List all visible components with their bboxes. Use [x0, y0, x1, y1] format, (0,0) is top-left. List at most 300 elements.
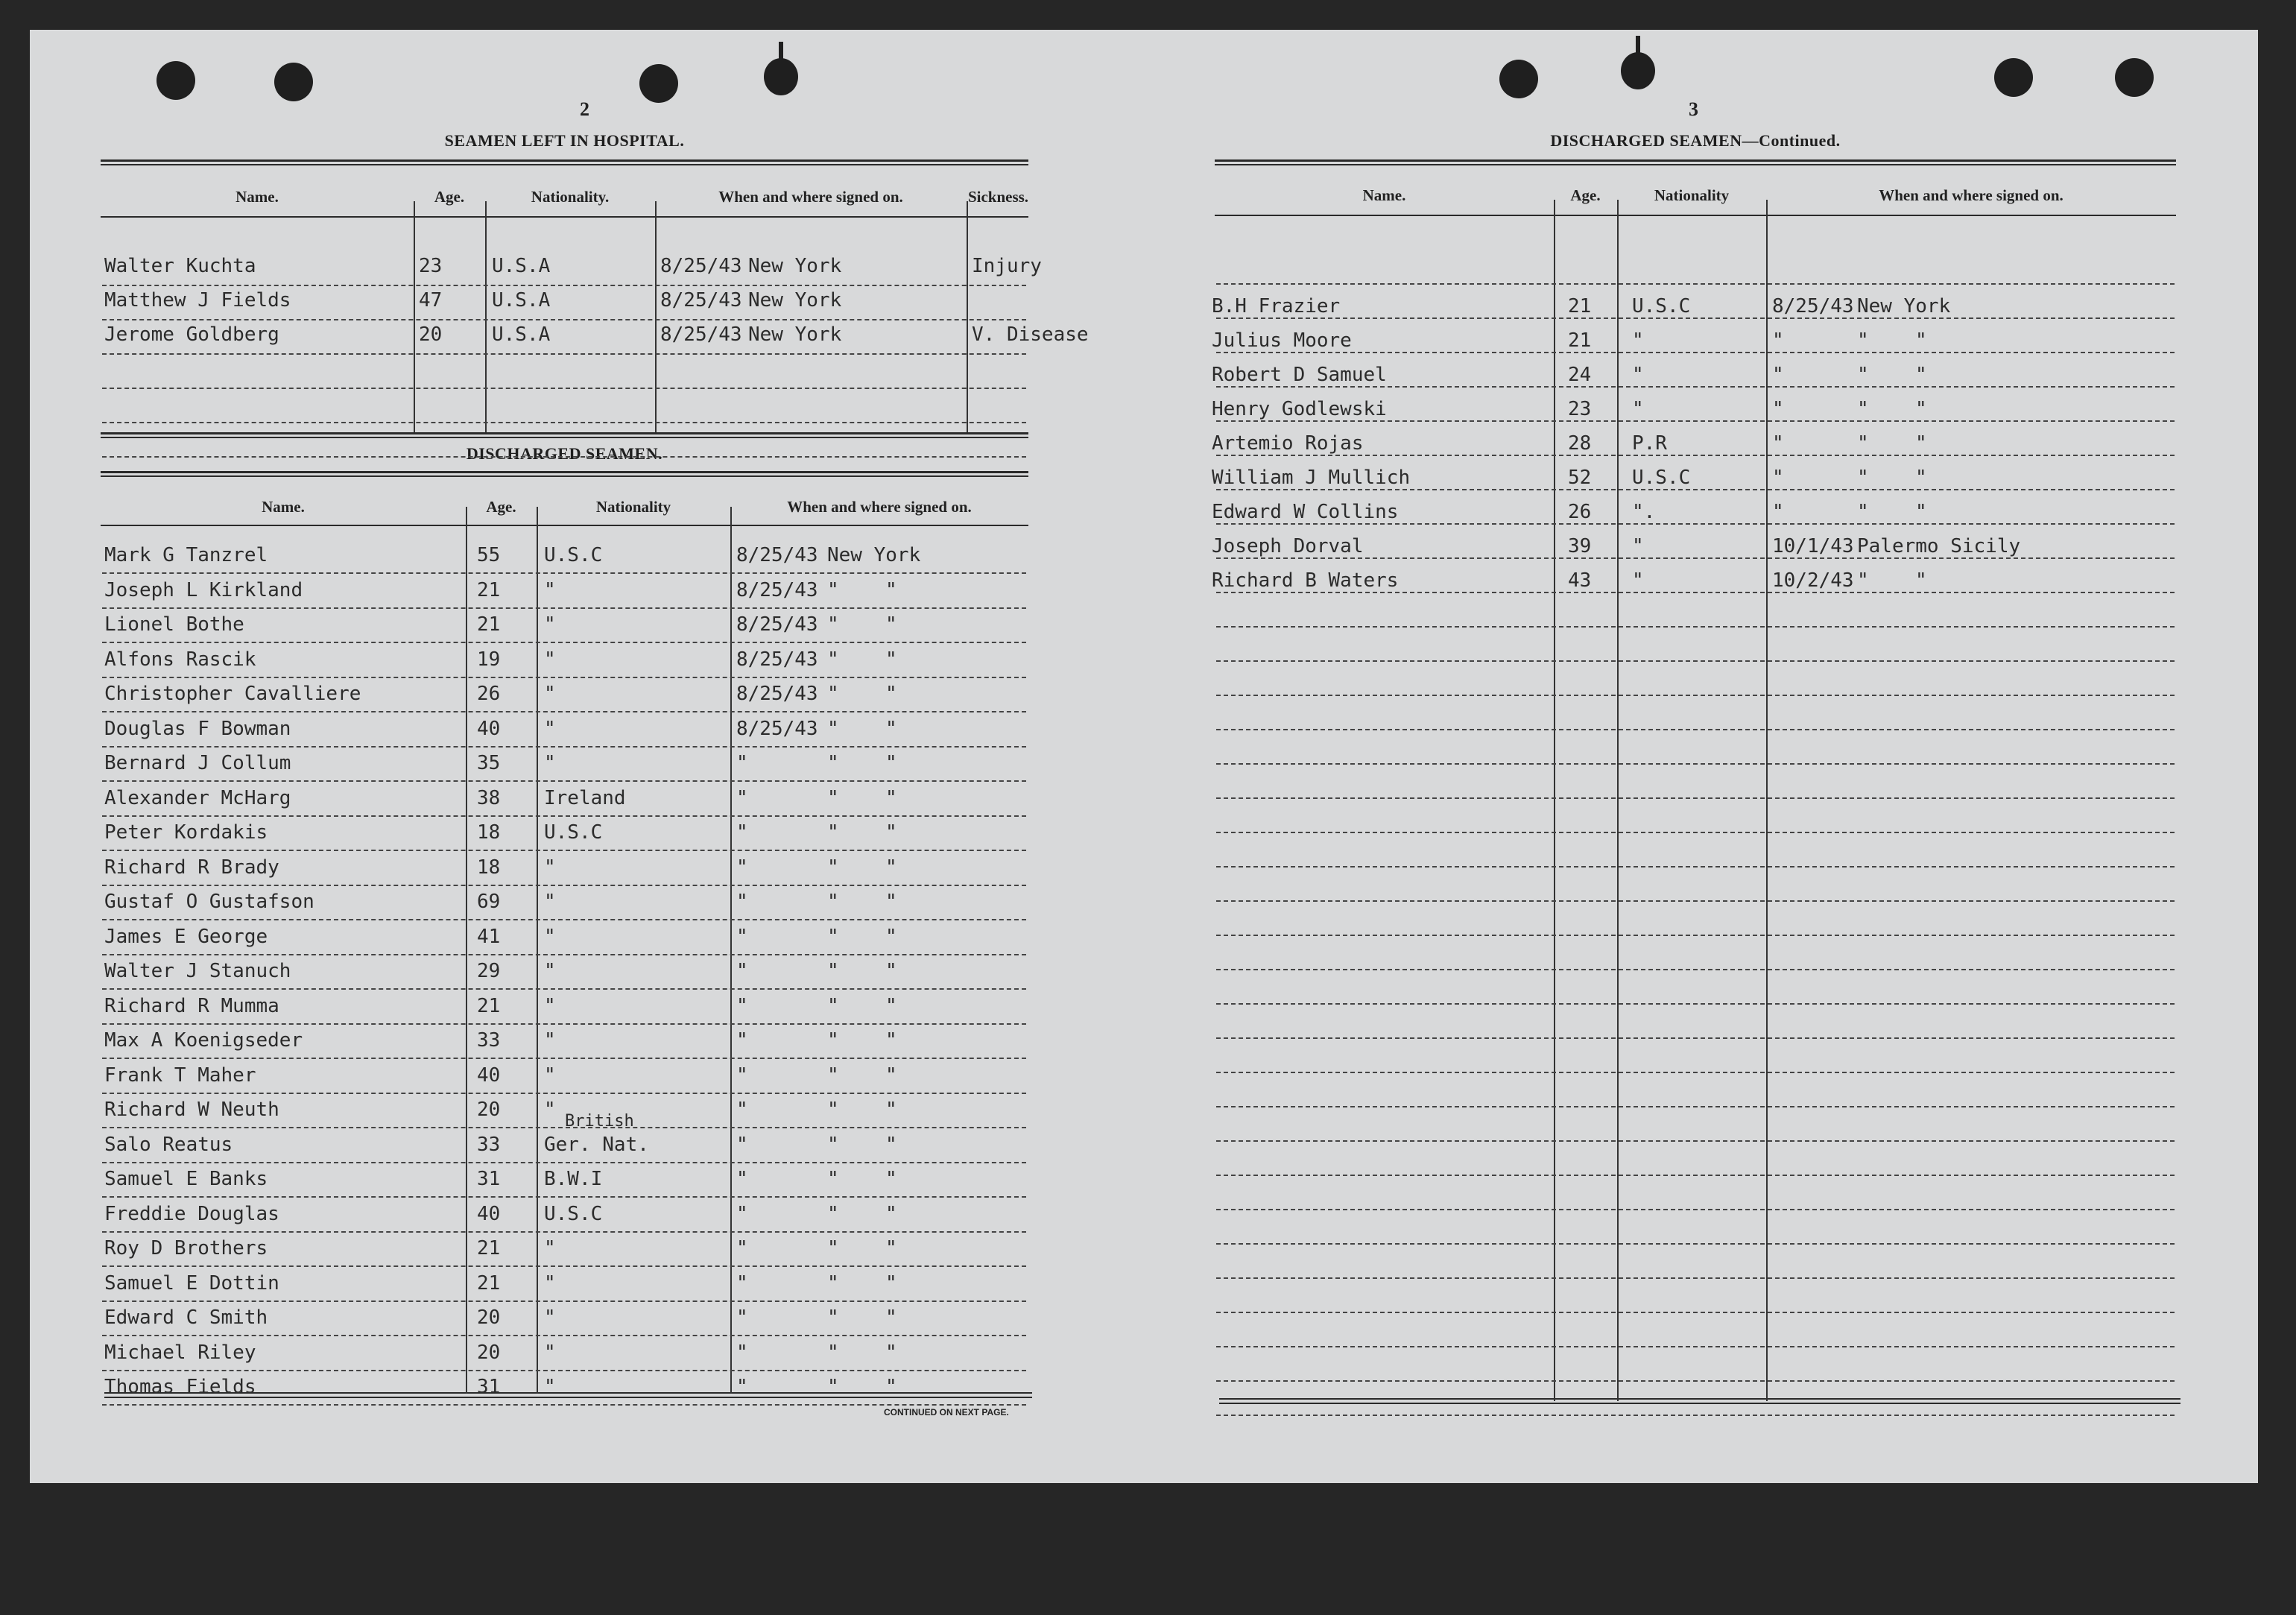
- discharged-cell-place: ": [827, 578, 839, 601]
- punch-hole-icon: [2115, 58, 2154, 97]
- discharged-cell-date: ": [736, 856, 748, 879]
- column-header: Nationality: [595, 498, 671, 516]
- discharged-cell-age: 21: [477, 613, 501, 636]
- hospital-cell-date: 8/25/43: [660, 323, 742, 346]
- column-divider: [537, 507, 538, 1394]
- discharged-cell-age: 31: [477, 1376, 501, 1398]
- ruled-line: [102, 422, 1026, 423]
- discharged-cell-d2: ": [885, 891, 897, 913]
- discharged-cell-name: Salo Reatus: [104, 1133, 233, 1156]
- discharged-cell-age: 20: [477, 1306, 501, 1329]
- ruled-line: [102, 1023, 1026, 1025]
- discharged-cell-name: Joseph L Kirkland: [104, 578, 303, 601]
- punch-hole-icon: [274, 63, 313, 101]
- discharged-cell-age: 21: [477, 1237, 501, 1260]
- discharged-cell-date: ": [736, 994, 748, 1017]
- discharged-cell-place: ": [827, 613, 839, 636]
- discharged-cell-d2: ": [885, 1168, 897, 1190]
- right-cell-name: Henry Godlewski: [1212, 398, 1387, 420]
- hospital-cell-sickness: Injury: [972, 255, 1042, 277]
- discharged-cell-nationality: ": [544, 1306, 556, 1329]
- rule: [101, 216, 1028, 218]
- discharged-cell-age: 69: [477, 891, 501, 913]
- right-cell-date: 10/1/43: [1772, 535, 1854, 557]
- discharged-cell-age: 18: [477, 856, 501, 879]
- ruled-line: [102, 1404, 1026, 1406]
- right-cell-nationality: ": [1632, 329, 1644, 352]
- discharged-cell-nationality: Ger. Nat.: [544, 1133, 649, 1156]
- column-header: Name.: [262, 498, 305, 516]
- hospital-cell-nationality: U.S.A: [492, 289, 551, 312]
- right-cell-age: 52: [1568, 467, 1592, 489]
- discharged-cell-date: 8/25/43: [736, 683, 818, 705]
- ruled-line: [1216, 1140, 2175, 1142]
- discharged-cell-name: Gustaf O Gustafson: [104, 891, 314, 913]
- ruled-line: [102, 919, 1026, 920]
- discharged-cell-nationality: ": [544, 891, 556, 913]
- column-divider: [655, 201, 657, 432]
- discharged-cell-place: ": [827, 1099, 839, 1121]
- ruled-line: [1216, 1415, 2175, 1416]
- discharged-cell-d2: ": [885, 1237, 897, 1260]
- ruled-line: [1216, 935, 2175, 936]
- punch-hole-icon: [1994, 58, 2033, 97]
- british-annotation: British: [565, 1112, 634, 1131]
- ruled-line: [1216, 1037, 2175, 1039]
- hospital-cell-date: 8/25/43: [660, 255, 742, 277]
- hospital-cell-age: 47: [419, 289, 443, 312]
- discharged-cell-date: ": [736, 1306, 748, 1329]
- discharged-cell-name: Frank T Maher: [104, 1064, 256, 1087]
- column-header: Age.: [1570, 186, 1601, 204]
- discharged-cell-d2: ": [885, 752, 897, 774]
- column-header: Nationality.: [531, 188, 610, 206]
- hospital-cell-name: Walter Kuchta: [104, 255, 256, 277]
- discharged-cell-d2: ": [885, 1271, 897, 1295]
- discharged-cell-date: ": [736, 1271, 748, 1295]
- discharged-cell-age: 20: [477, 1099, 501, 1121]
- ruled-line: [1216, 1380, 2175, 1382]
- ruled-line: [1216, 1243, 2175, 1245]
- discharged-cell-nationality: Ireland: [544, 786, 626, 809]
- right-cell-age: 43: [1568, 569, 1592, 592]
- discharged-cell-place: ": [827, 960, 839, 982]
- discharged-cell-nationality: ": [544, 1341, 556, 1364]
- discharged-cell-d2: ": [885, 786, 897, 809]
- right-cell-d2: ": [1915, 501, 1927, 523]
- discharged-cell-age: 21: [477, 1271, 501, 1295]
- ruled-line: [1216, 283, 2175, 285]
- right-cell-d2: ": [1915, 467, 1927, 489]
- discharged-cell-date: ": [736, 960, 748, 982]
- right-cell-nationality: ": [1632, 535, 1644, 557]
- discharged-cell-name: Lionel Bothe: [104, 613, 244, 636]
- right-cell-date: ": [1772, 467, 1784, 489]
- discharged-cell-name: Mark G Tanzrel: [104, 544, 268, 566]
- discharged-cell-nationality: ": [544, 717, 556, 740]
- right-cell-date: ": [1772, 501, 1784, 523]
- discharged-cell-date: 8/25/43: [736, 544, 818, 566]
- hospital-cell-place: New York: [748, 323, 842, 346]
- ruled-line: [102, 1265, 1026, 1267]
- rule: [1219, 1403, 2180, 1404]
- discharged-cell-name: Christopher Cavalliere: [104, 683, 361, 705]
- ruled-line: [102, 319, 1026, 320]
- discharged-cell-nationality: ": [544, 1376, 556, 1398]
- discharged-cell-date: 8/25/43: [736, 717, 818, 740]
- discharged-cell-date: ": [736, 925, 748, 948]
- ruled-line: [1216, 1312, 2175, 1313]
- discharged-cell-place: ": [827, 1271, 839, 1295]
- right-cell-date: ": [1772, 398, 1784, 420]
- discharged-cell-d2: ": [885, 578, 897, 601]
- rule: [1215, 215, 2176, 216]
- discharged-cell-d2: ": [885, 1133, 897, 1156]
- discharged-cell-name: Bernard J Collum: [104, 752, 291, 774]
- ruled-line: [1216, 317, 2175, 319]
- right-cell-nationality: ": [1632, 364, 1644, 386]
- discharged-cell-age: 55: [477, 544, 501, 566]
- rule: [101, 164, 1028, 165]
- right-cell-age: 21: [1568, 329, 1592, 352]
- discharged-cell-place: ": [827, 994, 839, 1017]
- discharged-cell-d2: ": [885, 1099, 897, 1121]
- column-divider: [1766, 200, 1768, 1401]
- hospital-cell-sickness: V. Disease: [972, 323, 1089, 346]
- discharged-cell-place: ": [827, 683, 839, 705]
- discharged-cell-d2: ": [885, 821, 897, 844]
- discharged-cell-name: Thomas Fields: [104, 1376, 256, 1398]
- right-cell-place: ": [1857, 501, 1869, 523]
- discharged-cell-place: ": [827, 1168, 839, 1190]
- ruled-line: [102, 572, 1026, 574]
- ruled-line: [102, 388, 1026, 389]
- discharged-cell-date: 8/25/43: [736, 578, 818, 601]
- ruled-line: [1216, 626, 2175, 628]
- right-cell-place: Palermo Sicily: [1857, 535, 2021, 557]
- discharged-cell-nationality: U.S.C: [544, 821, 603, 844]
- right-cell-name: B.H Frazier: [1212, 295, 1341, 317]
- discharged-cell-place: New York: [827, 544, 921, 566]
- discharged-cell-age: 31: [477, 1168, 501, 1190]
- discharged-cell-age: 35: [477, 752, 501, 774]
- discharged-cell-date: ": [736, 1029, 748, 1052]
- ruled-line: [1216, 832, 2175, 833]
- discharged-cell-place: ": [827, 717, 839, 740]
- discharged-cell-nationality: ": [544, 994, 556, 1017]
- discharged-cell-nationality: ": [544, 856, 556, 879]
- ruled-line: [1216, 1346, 2175, 1347]
- ruled-line: [1216, 1277, 2175, 1279]
- hospital-cell-name: Matthew J Fields: [104, 289, 291, 312]
- discharged-cell-name: Alfons Rascik: [104, 648, 256, 671]
- discharged-cell-d2: ": [885, 994, 897, 1017]
- right-cell-name: Julius Moore: [1212, 329, 1352, 352]
- hospital-cell-date: 8/25/43: [660, 289, 742, 312]
- discharged-cell-name: Peter Kordakis: [104, 821, 268, 844]
- discharged-cell-name: Alexander McHarg: [104, 786, 291, 809]
- discharged-cell-name: Michael Riley: [104, 1341, 256, 1364]
- right-cell-age: 28: [1568, 432, 1592, 455]
- right-page-number: 3: [1689, 98, 1698, 120]
- hospital-cell-name: Jerome Goldberg: [104, 323, 279, 346]
- right-cell-name: Edward W Collins: [1212, 501, 1399, 523]
- ruled-line: [1216, 386, 2175, 388]
- ruled-line: [102, 850, 1026, 851]
- discharged-cell-nationality: ": [544, 648, 556, 671]
- discharged-cell-name: Edward C Smith: [104, 1306, 268, 1329]
- ruled-line: [102, 988, 1026, 990]
- column-header: Nationality: [1654, 186, 1730, 204]
- column-header: Name.: [1362, 186, 1406, 204]
- ruled-line: [102, 677, 1026, 678]
- right-cell-date: ": [1772, 364, 1784, 386]
- ruled-line: [102, 456, 1026, 458]
- column-divider: [1554, 200, 1555, 1401]
- right-cell-d2: ": [1915, 569, 1927, 592]
- ruled-line: [102, 711, 1026, 712]
- discharged-cell-d2: ": [885, 1064, 897, 1087]
- binding-notch-icon: [764, 58, 798, 95]
- ruled-line: [1216, 1209, 2175, 1210]
- discharged-cell-date: ": [736, 1133, 748, 1156]
- ruled-line: [102, 285, 1026, 286]
- discharged-cell-place: ": [827, 648, 839, 671]
- column-header: Age.: [434, 188, 465, 206]
- right-cell-place: ": [1857, 364, 1869, 386]
- discharged-cell-place: ": [827, 1376, 839, 1398]
- discharged-cell-place: ": [827, 891, 839, 913]
- ruled-line: [102, 1162, 1026, 1163]
- right-cell-date: 10/2/43: [1772, 569, 1854, 592]
- discharged-cell-d2: ": [885, 1202, 897, 1225]
- ruled-line: [102, 1058, 1026, 1059]
- punch-hole-icon: [156, 61, 195, 100]
- right-cell-d2: ": [1915, 432, 1927, 455]
- discharged-cell-nationality: ": [544, 1064, 556, 1087]
- right-cell-nationality: ": [1632, 569, 1644, 592]
- discharged-cell-name: Walter J Stanuch: [104, 960, 291, 982]
- discharged-cell-d2: ": [885, 960, 897, 982]
- right-cell-name: Artemio Rojas: [1212, 432, 1364, 455]
- continued-note: CONTINUED ON NEXT PAGE.: [884, 1407, 1009, 1418]
- discharged-cell-date: 8/25/43: [736, 648, 818, 671]
- column-divider: [1617, 200, 1619, 1401]
- discharged-cell-name: Freddie Douglas: [104, 1202, 279, 1225]
- right-cell-name: William J Mullich: [1212, 467, 1411, 489]
- right-cell-place: New York: [1857, 295, 1951, 317]
- ruled-line: [102, 1127, 1026, 1128]
- ruled-line: [1216, 489, 2175, 490]
- discharged-cell-place: ": [827, 1237, 839, 1260]
- discharged-cell-nationality: B.W.I: [544, 1168, 603, 1190]
- discharged-cell-nationality: ": [544, 1099, 556, 1121]
- discharged-cell-d2: ": [885, 683, 897, 705]
- discharged-cell-age: 40: [477, 1064, 501, 1087]
- discharged-cell-nationality: ": [544, 960, 556, 982]
- ruled-line: [1216, 557, 2175, 559]
- column-header: When and where signed on.: [1879, 186, 2063, 204]
- discharged-cell-d2: ": [885, 856, 897, 879]
- discharged-cell-place: ": [827, 1133, 839, 1156]
- discharged-cell-name: Samuel E Banks: [104, 1168, 268, 1190]
- discharged-cell-name: James E George: [104, 925, 268, 948]
- column-header: Sickness.: [967, 188, 1029, 206]
- discharged-cell-nationality: ": [544, 1029, 556, 1052]
- discharged-cell-nationality: ": [544, 752, 556, 774]
- column-header: Name.: [235, 188, 279, 206]
- discharged-cell-age: 26: [477, 683, 501, 705]
- discharged-cell-age: 40: [477, 1202, 501, 1225]
- column-divider: [466, 507, 467, 1394]
- discharged-cell-age: 29: [477, 960, 501, 982]
- ruled-line: [102, 1335, 1026, 1336]
- ruled-line: [1216, 866, 2175, 867]
- ruled-line: [102, 954, 1026, 955]
- discharged-cell-place: ": [827, 1306, 839, 1329]
- discharged-cell-place: ": [827, 925, 839, 948]
- discharged-cell-age: 21: [477, 578, 501, 601]
- discharged-cell-date: ": [736, 891, 748, 913]
- discharged-cell-name: Richard R Brady: [104, 856, 279, 879]
- ruled-line: [102, 1300, 1026, 1302]
- discharged-cell-date: ": [736, 752, 748, 774]
- column-header: When and where signed on.: [787, 498, 972, 516]
- discharged-cell-age: 33: [477, 1029, 501, 1052]
- discharged-cell-age: 38: [477, 786, 501, 809]
- discharged-cell-date: 8/25/43: [736, 613, 818, 636]
- ruled-line: [1216, 695, 2175, 696]
- ruled-line: [1216, 969, 2175, 970]
- right-cell-nationality: ".: [1632, 501, 1656, 523]
- ruled-line: [102, 885, 1026, 886]
- right-cell-place: ": [1857, 569, 1869, 592]
- right-cell-place: ": [1857, 329, 1869, 352]
- discharged-cell-nationality: U.S.C: [544, 544, 603, 566]
- right-cell-d2: ": [1915, 398, 1927, 420]
- discharged-cell-name: Richard R Mumma: [104, 994, 279, 1017]
- ruled-line: [1216, 763, 2175, 765]
- discharged-cell-date: ": [736, 1376, 748, 1398]
- discharged-cell-nationality: U.S.C: [544, 1202, 603, 1225]
- ruled-line: [102, 353, 1026, 355]
- column-divider: [967, 201, 968, 432]
- discharged-cell-age: 41: [477, 925, 501, 948]
- ruled-line: [102, 642, 1026, 643]
- discharged-cell-age: 21: [477, 994, 501, 1017]
- column-header: Age.: [486, 498, 516, 516]
- discharged-cell-name: Roy D Brothers: [104, 1237, 268, 1260]
- ruled-line: [102, 746, 1026, 748]
- right-cell-place: ": [1857, 432, 1869, 455]
- right-cell-place: ": [1857, 398, 1869, 420]
- rule: [101, 471, 1028, 473]
- discharged-cell-date: ": [736, 1237, 748, 1260]
- right-cell-date: ": [1772, 432, 1784, 455]
- hospital-cell-place: New York: [748, 255, 842, 277]
- right-section-title: DISCHARGED SEAMEN—Continued.: [1550, 131, 1841, 150]
- rule: [1215, 159, 2176, 162]
- discharged-cell-d2: ": [885, 1376, 897, 1398]
- discharged-cell-date: ": [736, 1341, 748, 1364]
- discharged-cell-name: Douglas F Bowman: [104, 717, 291, 740]
- right-cell-d2: ": [1915, 364, 1927, 386]
- rule: [101, 432, 1028, 434]
- column-divider: [414, 201, 415, 432]
- hospital-cell-age: 23: [419, 255, 443, 277]
- ruled-line: [1216, 1003, 2175, 1005]
- binding-notch-icon: [1621, 52, 1655, 89]
- ruled-line: [102, 1196, 1026, 1198]
- ruled-line: [1216, 592, 2175, 593]
- discharged-cell-age: 20: [477, 1341, 501, 1364]
- ruled-line: [1216, 1106, 2175, 1107]
- right-cell-name: Richard B Waters: [1212, 569, 1399, 592]
- ruled-line: [1216, 420, 2175, 422]
- right-cell-age: 26: [1568, 501, 1592, 523]
- right-cell-nationality: U.S.C: [1632, 295, 1691, 317]
- right-cell-date: 8/25/43: [1772, 295, 1854, 317]
- discharged-cell-place: ": [827, 1064, 839, 1087]
- discharged-cell-d2: ": [885, 717, 897, 740]
- discharged-cell-d2: ": [885, 1341, 897, 1364]
- discharged-cell-d2: ": [885, 613, 897, 636]
- right-cell-d2: ": [1915, 329, 1927, 352]
- ruled-line: [1216, 797, 2175, 799]
- discharged-cell-date: ": [736, 786, 748, 809]
- right-cell-name: Robert D Samuel: [1212, 364, 1387, 386]
- ruled-line: [1216, 660, 2175, 662]
- discharged-cell-date: ": [736, 1064, 748, 1087]
- ruled-line: [1216, 455, 2175, 456]
- right-cell-age: 23: [1568, 398, 1592, 420]
- ruled-line: [102, 607, 1026, 609]
- discharged-cell-nationality: ": [544, 613, 556, 636]
- discharged-cell-nationality: ": [544, 683, 556, 705]
- discharged-cell-age: 40: [477, 717, 501, 740]
- discharged-cell-date: ": [736, 1099, 748, 1121]
- discharged-cell-place: ": [827, 821, 839, 844]
- ruled-line: [102, 1093, 1026, 1094]
- discharged-cell-date: ": [736, 1168, 748, 1190]
- column-header: When and where signed on.: [718, 188, 903, 206]
- rule: [101, 437, 1028, 438]
- discharged-cell-place: ": [827, 752, 839, 774]
- discharged-cell-date: ": [736, 1202, 748, 1225]
- discharged-cell-place: ": [827, 1029, 839, 1052]
- rule: [1219, 1398, 2180, 1400]
- discharged-cell-place: ": [827, 786, 839, 809]
- ruled-line: [1216, 523, 2175, 525]
- right-cell-age: 21: [1568, 295, 1592, 317]
- discharged-cell-place: ": [827, 1341, 839, 1364]
- discharged-cell-place: ": [827, 1202, 839, 1225]
- ruled-line: [102, 1231, 1026, 1233]
- discharged-cell-nationality: ": [544, 1237, 556, 1260]
- right-cell-name: Joseph Dorval: [1212, 535, 1364, 557]
- discharged-cell-nationality: ": [544, 1271, 556, 1295]
- right-cell-place: ": [1857, 467, 1869, 489]
- discharged-section-title: DISCHARGED SEAMEN.: [466, 444, 663, 463]
- document-page: [30, 30, 2258, 1483]
- discharged-cell-date: ": [736, 821, 748, 844]
- discharged-cell-nationality: ": [544, 925, 556, 948]
- punch-hole-icon: [639, 64, 678, 103]
- rule: [101, 159, 1028, 162]
- hospital-cell-nationality: U.S.A: [492, 323, 551, 346]
- rule: [101, 475, 1028, 477]
- punch-hole-icon: [1499, 60, 1538, 98]
